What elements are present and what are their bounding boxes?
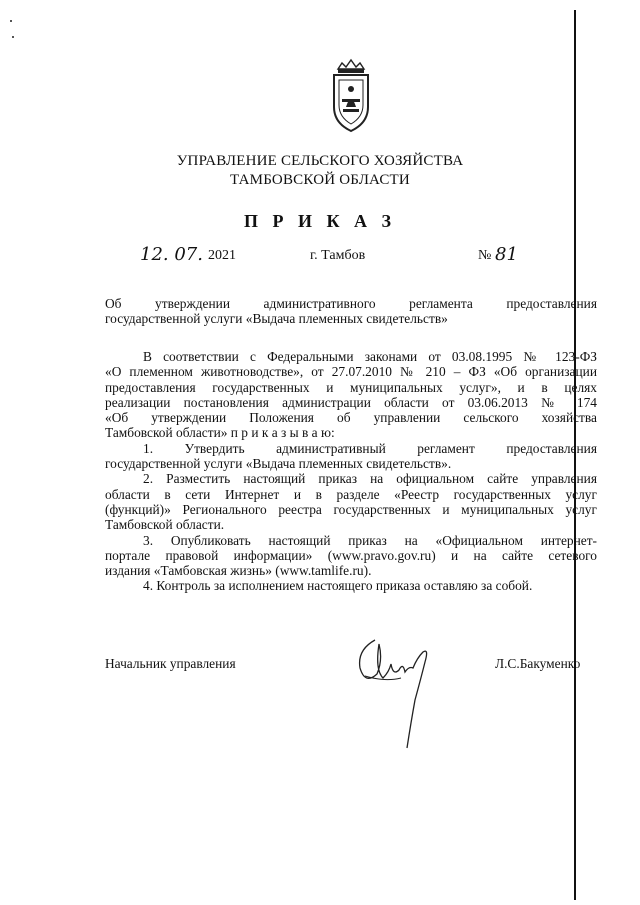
scan-speck (10, 20, 12, 22)
signatory-position: Начальник управления (105, 656, 236, 671)
scan-speck (12, 36, 14, 38)
body-line: 1. Утвердить административный регламент предоставления (143, 440, 597, 456)
organization-name-line1: УПРАВЛЕНИЕ СЕЛЬСКОГО ХОЗЯЙСТВА (176, 153, 464, 169)
organization-name-line2: ТАМБОВСКОЙ ОБЛАСТИ (230, 172, 410, 188)
date-year: 2021 (208, 248, 236, 263)
body-line: области в сети Интернет и в разделе «Реестр государственных услуг (105, 486, 597, 502)
handwritten-signature (345, 630, 455, 760)
subject-line: государственной услуги «Выдача племенных свидетельств» (105, 311, 448, 327)
body-line: Тамбовской области» п р и к а з ы в а ю: (105, 425, 335, 441)
handwritten-date: 12. 07. (140, 244, 203, 265)
body-line: предоставления государственных и муниципальных услуг», и в целях (105, 379, 597, 395)
body-line: «О племенном животноводстве», от 27.07.2010 № 210 – ФЗ «Об организации (105, 364, 597, 380)
body-line: издания «Тамбовская жизнь» (www.tamlife.ru). (105, 563, 372, 579)
body-line: портале правовой информации» (www.pravo.gov.ru) и на сайте сетевого (105, 547, 597, 563)
body-line: В соответствии с Федеральными законами от 03.08.1995 № 123-ФЗ (143, 349, 597, 364)
document-title: П Р И К А З (243, 211, 397, 231)
coat-of-arms-emblem (328, 55, 374, 135)
body-line: 4. Контроль за исполнением настоящего приказа оставляю за собой. (143, 578, 533, 594)
order-subject (105, 296, 597, 327)
number-prefix: № (478, 248, 492, 263)
handwritten-number: 81 (495, 244, 518, 265)
signatory-name: Л.С.Бакуменко (495, 656, 581, 671)
order-body (105, 349, 597, 594)
body-line: 2. Разместить настоящий приказ на официальном сайте управления (143, 471, 597, 487)
subject-line: Об утверждении административного регламента предоставления (105, 296, 597, 311)
body-line: (функций)» Регионального реестра государственных и муниципальных услуг (105, 501, 597, 517)
body-line: Тамбовской области. (105, 517, 225, 533)
body-line: государственной услуги «Выдача племенных свидетельств». (105, 456, 452, 472)
body-line: «Об утверждении Положения об управлении сельского хозяйства (105, 410, 597, 426)
body-line: реализации постановления администрации области от 03.06.2013 № 174 (105, 394, 597, 410)
body-line: 3. Опубликовать настоящий приказ на «Официальном интернет- (143, 532, 597, 548)
city: г. Тамбов (310, 248, 366, 263)
